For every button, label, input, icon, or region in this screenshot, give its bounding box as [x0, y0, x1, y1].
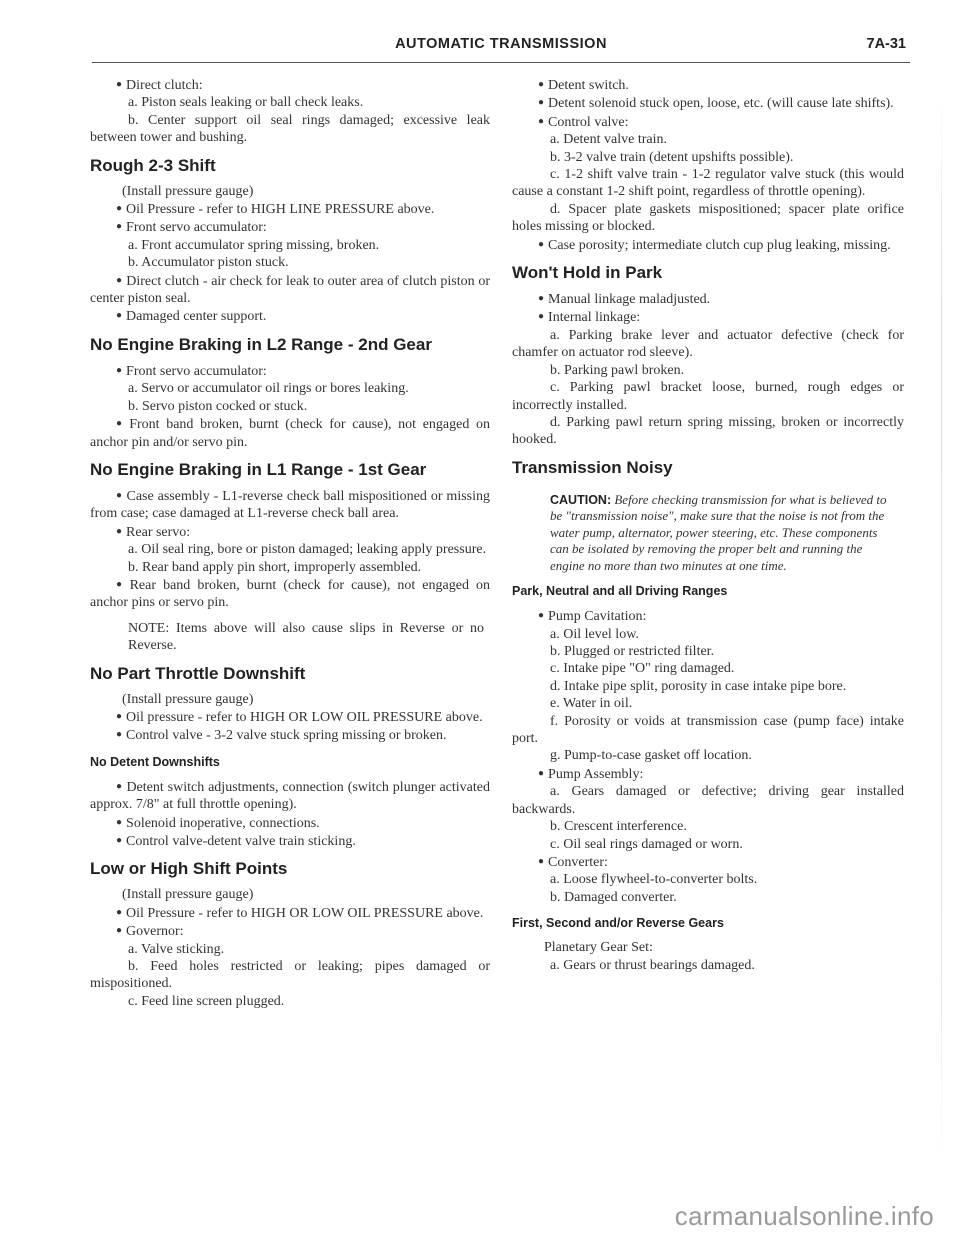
bullet-text: Governor: — [126, 924, 184, 940]
bullet-text: Oil pressure - refer to HIGH OR LOW OIL PRESSURE above. — [126, 709, 483, 725]
bullet-item — [512, 765, 904, 783]
sub-item: a. Piston seals leaking or ball check leaks. — [128, 95, 364, 111]
sub-item: e. Water in oil. — [550, 696, 633, 712]
bullet-text: Detent switch. — [548, 78, 629, 93]
body-text: (Install pressure gauge) — [122, 183, 254, 199]
sub-item: c. Intake pipe "O" ring damaged. — [550, 661, 735, 677]
section-heading: Low or High Shift Points — [90, 859, 288, 879]
bullet-item — [90, 76, 490, 94]
body-text: (Install pressure gauge) — [122, 691, 254, 707]
bullet-item — [90, 523, 490, 541]
sub-item: b. Center support oil seal rings damaged; excessive leak between tower and bushing. — [90, 112, 490, 146]
header-title: AUTOMATIC TRANSMISSION — [395, 36, 607, 52]
sub-item: a. Gears damaged or defective; driving gear installed backwards. — [512, 784, 904, 817]
scan-edge-line — [941, 90, 942, 1170]
bullet-icon: ● — [538, 97, 545, 109]
bullet-icon: ● — [538, 115, 545, 127]
bullet-item — [90, 415, 490, 451]
bullet-icon: ● — [538, 855, 545, 867]
bullet-text: Control valve-detent valve train sticking. — [126, 834, 356, 849]
bullet-item — [90, 708, 490, 726]
body-text: (Install pressure gauge) — [122, 887, 254, 903]
section-heading: Rough 2-3 Shift — [90, 155, 216, 175]
section-heading: Won't Hold in Park — [512, 263, 663, 283]
sub-item: a. Valve sticking. — [128, 941, 225, 957]
bullet-icon: ● — [116, 710, 123, 722]
bullet-item — [512, 113, 904, 131]
bullet-icon: ● — [116, 780, 123, 792]
bullet-item — [512, 607, 904, 625]
sub-item: c. Feed line screen plugged. — [128, 993, 285, 1009]
bullet-text: Damaged center support. — [126, 309, 267, 325]
subsection-heading: First, Second and/or Reverse Gears — [512, 916, 724, 931]
sub-item: d. Parking pawl return spring missing, broken or incorrectly hooked. — [512, 414, 904, 448]
section-heading: Transmission Noisy — [512, 457, 673, 477]
bullet-item — [512, 853, 904, 871]
bullet-text: Detent switch adjustments, connection (switch plunger activated approx. 7/8" at full throttle opening). — [90, 779, 490, 813]
caution-note — [550, 492, 894, 575]
bullet-text: Oil Pressure - refer to HIGH LINE PRESSURE above. — [126, 202, 435, 218]
sub-item: a. Oil level low. — [550, 626, 639, 642]
bullet-icon: ● — [116, 274, 123, 286]
section-heading: No Part Throttle Downshift — [90, 663, 306, 683]
bullet-icon: ● — [116, 418, 126, 430]
watermark: carmanualsonline.info — [674, 1201, 934, 1231]
bullet-text: Converter: — [548, 854, 608, 870]
bullet-icon: ● — [116, 525, 123, 537]
bullet-text: Internal linkage: — [548, 310, 641, 326]
bullet-text: Rear band broken, burnt (check for cause), not engaged on anchor pins or servo pin. — [90, 577, 490, 611]
sub-item: d. Intake pipe split, porosity in case intake pipe bore. — [550, 678, 847, 694]
sub-item: a. Servo or accumulator oil rings or bores leaking. — [128, 381, 409, 397]
bullet-item — [512, 308, 904, 326]
sub-item: a. Front accumulator spring missing, broken. — [128, 237, 380, 253]
bullet-icon: ● — [116, 203, 123, 215]
bullet-item — [512, 236, 904, 254]
bullet-icon: ● — [538, 767, 545, 779]
right-column — [512, 76, 904, 974]
bullet-icon: ● — [538, 293, 545, 305]
page-number: 7A-31 — [866, 36, 906, 52]
bullet-text: Detent solenoid stuck open, loose, etc. (will cause late shifts). — [548, 96, 894, 112]
sub-item: b. Rear band apply pin short, improperly assembled. — [128, 559, 422, 575]
bullet-item — [512, 76, 904, 94]
body-text: Planetary Gear Set: — [544, 940, 653, 956]
bullet-text: Oil Pressure - refer to HIGH OR LOW OIL PRESSURE above. — [126, 905, 484, 921]
bullet-text: Direct clutch - air check for leak to outer area of clutch piston or center piston seal. — [90, 273, 490, 307]
bullet-icon: ● — [116, 221, 123, 233]
sub-item: b. 3-2 valve train (detent upshifts possible). — [550, 149, 794, 165]
bullet-icon: ● — [116, 489, 123, 501]
bullet-text: Solenoid inoperative, connections. — [126, 815, 320, 831]
sub-item: b. Accumulator piston stuck. — [128, 255, 289, 271]
bullet-item — [90, 362, 490, 380]
bullet-icon: ● — [116, 816, 123, 828]
bullet-item — [90, 904, 490, 922]
sub-item: b. Parking pawl broken. — [550, 362, 685, 378]
bullet-text: Pump Assembly: — [548, 766, 644, 782]
bullet-text: Front servo accumulator: — [126, 220, 267, 236]
bullet-text: Front servo accumulator: — [126, 363, 267, 379]
bullet-icon: ● — [116, 906, 123, 918]
section-heading: No Engine Braking in L1 Range - 1st Gear — [90, 459, 427, 479]
bullet-text: Direct clutch: — [126, 78, 203, 93]
bullet-item — [90, 778, 490, 814]
bullet-text: Pump Cavitation: — [548, 609, 647, 625]
sub-item: b. Feed holes restricted or leaking; pipes damaged or mispositioned. — [90, 959, 490, 992]
bullet-icon: ● — [538, 610, 545, 622]
bullet-text: Control valve - 3-2 valve stuck spring missing or broken. — [126, 728, 447, 744]
bullet-icon: ● — [538, 79, 545, 90]
caution-label: CAUTION: — [550, 492, 612, 507]
bullet-item — [90, 487, 490, 523]
bullet-item — [90, 726, 490, 744]
sub-item: a. Gears or thrust bearings damaged. — [550, 957, 755, 973]
bullet-item — [512, 290, 904, 308]
sub-item: c. 1-2 shift valve train - 1-2 regulator valve stuck (this would cause a constant 1-2 shift point, regardless of throttle opening). — [512, 167, 904, 200]
sub-item: a. Oil seal ring, bore or piston damaged; leaking apply pressure. — [128, 542, 487, 558]
bullet-item — [90, 832, 490, 850]
bullet-icon: ● — [116, 578, 126, 590]
bullet-item — [90, 307, 490, 325]
page-header — [92, 32, 910, 63]
bullet-icon: ● — [116, 79, 123, 90]
sub-item: d. Spacer plate gaskets mispositioned; spacer plate orifice holes missing or blocked. — [512, 201, 904, 235]
section-heading: No Engine Braking in L2 Range - 2nd Gear — [90, 334, 432, 354]
sub-item: a. Detent valve train. — [550, 132, 668, 148]
subsection-heading: No Detent Downshifts — [90, 754, 220, 769]
sub-item: f. Porosity or voids at transmission case (pump face) intake port. — [512, 713, 904, 747]
bullet-text: Case assembly - L1-reverse check ball mispositioned or missing from case; case damaged at L1-reverse check ball area. — [90, 488, 490, 522]
caution-text: Before checking transmission for what is believed to be "transmission noise", make sure that the noise is not from the water pump, alternator, power steering, etc. These components can be isolated by removing the proper belt and running the engine no more than two minutes at one time. — [550, 491, 887, 573]
left-column — [90, 76, 490, 1010]
bullet-text: Front band broken, burnt (check for cause), not engaged on anchor pin and/or servo pin. — [90, 417, 490, 450]
bullet-item — [90, 814, 490, 832]
sub-item: b. Crescent interference. — [550, 819, 687, 835]
bullet-icon: ● — [116, 925, 123, 937]
bullet-icon: ● — [116, 729, 123, 741]
subsection-heading: Park, Neutral and all Driving Ranges — [512, 584, 728, 599]
sub-item: b. Servo piston cocked or stuck. — [128, 398, 308, 414]
bullet-icon: ● — [116, 310, 123, 322]
bullet-icon: ● — [538, 311, 545, 323]
bullet-text: Manual linkage maladjusted. — [548, 292, 711, 308]
bullet-icon: ● — [116, 364, 123, 376]
sub-item: a. Loose flywheel-to-converter bolts. — [550, 872, 758, 888]
note-text: NOTE: Items above will also cause slips in Reverse or no Reverse. — [128, 620, 484, 654]
bullet-item — [90, 576, 490, 612]
sub-item: c. Parking pawl bracket loose, burned, rough edges or incorrectly installed. — [512, 380, 904, 413]
bullet-text: Rear servo: — [126, 524, 191, 540]
bullet-item — [90, 922, 490, 940]
bullet-text: Case porosity; intermediate clutch cup plug leaking, missing. — [548, 237, 891, 253]
bullet-item — [90, 218, 490, 236]
bullet-item — [90, 200, 490, 218]
bullet-item — [90, 272, 490, 308]
sub-item: b. Damaged converter. — [550, 889, 677, 905]
bullet-item — [512, 94, 904, 112]
sub-item: b. Plugged or restricted filter. — [550, 644, 715, 660]
sub-item: c. Oil seal rings damaged or worn. — [550, 836, 743, 852]
bullet-text: Control valve: — [548, 114, 629, 130]
bullet-icon: ● — [116, 835, 123, 846]
sub-item: a. Parking brake lever and actuator defective (check for chamfer on actuator rod sleeve). — [512, 327, 904, 361]
sub-item: g. Pump-to-case gasket off location. — [550, 748, 752, 764]
bullet-icon: ● — [538, 238, 545, 250]
